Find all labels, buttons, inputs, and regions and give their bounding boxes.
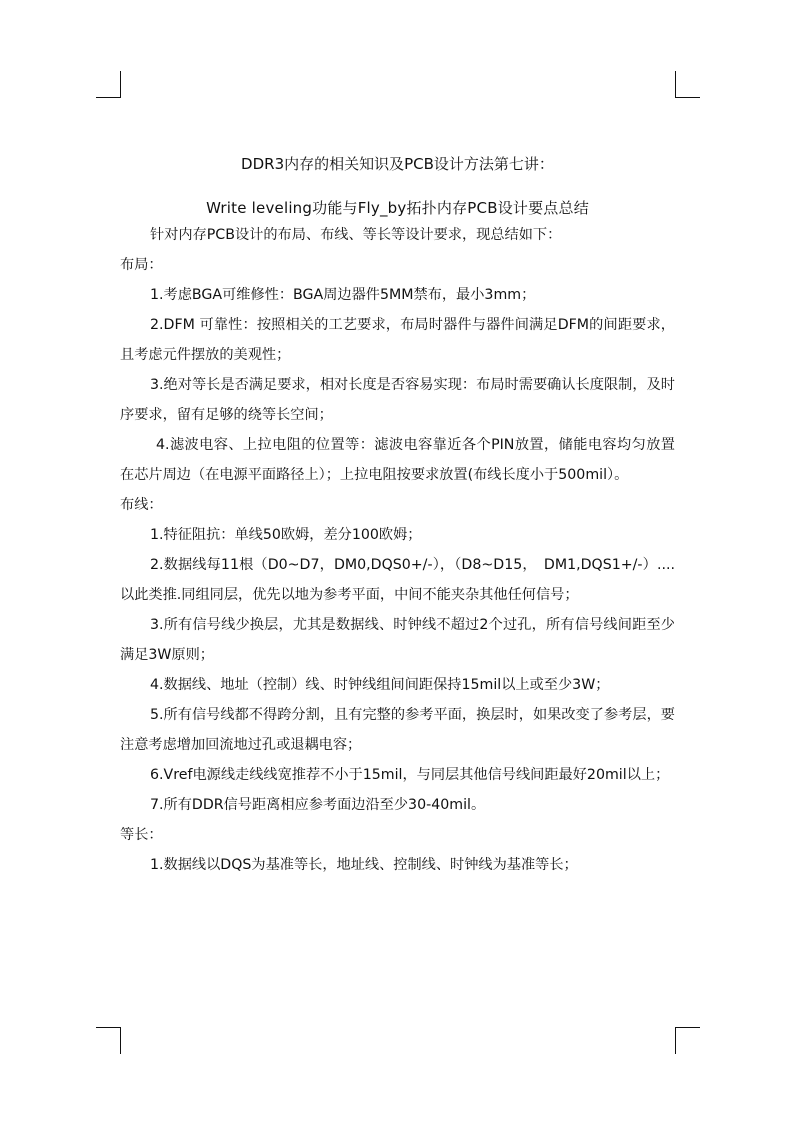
layout-item: 1.考虑BGA可维修性：BGA周边器件5MM禁布，最小3mm； — [150, 287, 536, 303]
layout-item: 4.滤波电容、上拉电阻的位置等：滤波电容靠近各个PIN放置，储能电容均匀放置在芯片周边（在电源平面路径上）；上拉电阻按要求放置(布线长度小于500mil）。 — [120, 437, 675, 483]
routing-item: 2.数据线每11根（D0~D7，DM0,DQS0+/-），（D8~D15， DM1,DQS1+/-）....以此类推.同组同层，优先以地为参考平面，中间不能夹杂其他任何信号； — [120, 557, 675, 603]
layout-item: 3.绝对等长是否满足要求，相对长度是否容易实现：布局时需要确认长度限制，及时序要求，留有足够的绕等长空间； — [120, 377, 675, 423]
crop-mark-bottom-left — [96, 1027, 121, 1054]
routing-item: 7.所有DDR信号距离相应参考面边沿至少30-40mil。 — [150, 797, 486, 813]
routing-item: 1.特征阻抗：单线50欧姆，差分100欧姆； — [150, 527, 422, 543]
layout-item: 2.DFM 可靠性：按照相关的工艺要求，布局时器件与器件间满足DFM的间距要求，且考虑元件摆放的美观性； — [120, 317, 675, 363]
routing-item: 4.数据线、地址（控制）线、时钟线组间间距保持15mil以上或至少3W； — [150, 677, 610, 693]
section-heading-length: 等长： — [120, 827, 163, 843]
crop-mark-bottom-right — [675, 1027, 700, 1054]
crop-mark-top-right — [675, 71, 700, 98]
routing-item: 3.所有信号线少换层，尤其是数据线、时钟线不超过2个过孔，所有信号线间距至少满足3W原则； — [120, 617, 675, 663]
section-heading-routing: 布线： — [120, 497, 163, 513]
crop-mark-top-left — [96, 71, 121, 98]
routing-item: 6.Vref电源线走线线宽推荐不小于15mil，与同层其他信号线间距最好20mil以上； — [150, 767, 670, 783]
section-heading-layout: 布局： — [120, 257, 163, 273]
document-title: DDR3内存的相关知识及PCB设计方法第七讲： — [241, 155, 554, 173]
document-body — [120, 150, 675, 880]
document-subtitle: Write leveling功能与Fly_by拓扑内存PCB设计要点总结 — [206, 199, 589, 217]
routing-item: 5.所有信号线都不得跨分割，且有完整的参考平面，换层时，如果改变了参考层，要注意考虑增加回流地过孔或退耦电容； — [120, 707, 675, 753]
length-item: 1.数据线以DQS为基准等长，地址线、控制线、时钟线为基准等长； — [150, 857, 578, 873]
intro-paragraph: 针对内存PCB设计的布局、布线、等长等设计要求，现总结如下： — [150, 227, 562, 243]
